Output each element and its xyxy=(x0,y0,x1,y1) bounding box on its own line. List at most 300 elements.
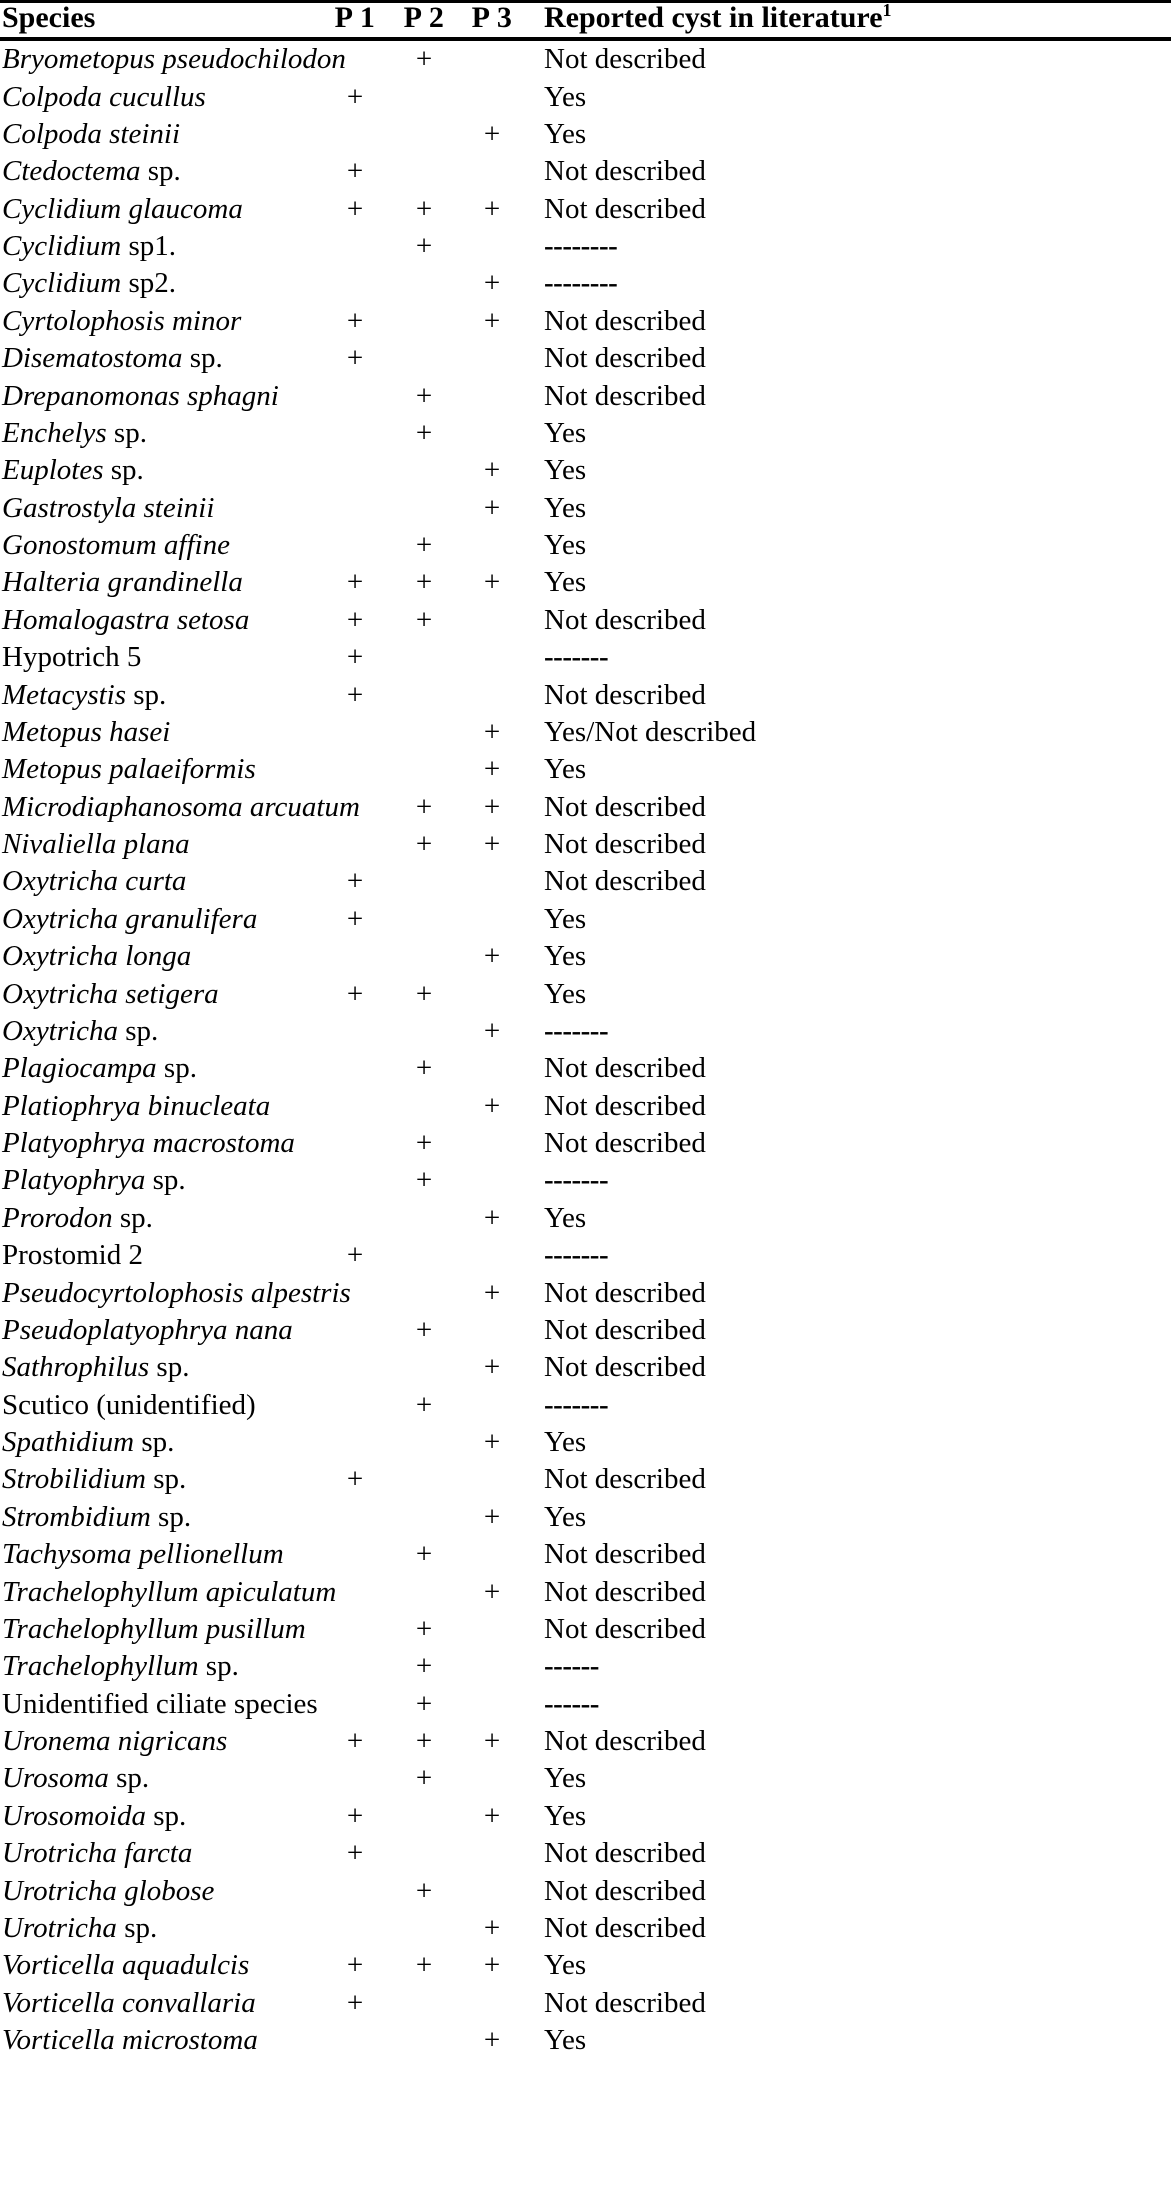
table-row xyxy=(0,1424,1171,1461)
species-name-cell xyxy=(0,1050,320,1087)
presence-mark-p2 xyxy=(390,1200,458,1237)
presence-mark-p2 xyxy=(390,1349,458,1386)
presence-mark-p2: + xyxy=(390,564,458,601)
literature-value: Not described xyxy=(544,379,706,412)
species-name-cell xyxy=(0,1947,320,1984)
literature-cell xyxy=(526,714,1171,751)
presence-mark-p1 xyxy=(320,1872,390,1909)
species-name-cell xyxy=(0,1611,320,1648)
literature-cell xyxy=(526,1162,1171,1199)
presence-mark-p3: + xyxy=(458,1947,526,1984)
species-name-italic: Nivaliella plana xyxy=(2,828,190,861)
presence-mark-p3 xyxy=(458,975,526,1012)
presence-mark-p2: + xyxy=(390,1723,458,1760)
species-name-italic: Colpoda cucullus xyxy=(2,80,206,113)
species-name-italic: Metopus hasei xyxy=(2,715,171,748)
presence-mark-p3 xyxy=(458,1387,526,1424)
presence-mark-p1 xyxy=(320,826,390,863)
table-header xyxy=(0,2,1171,40)
species-name-cell xyxy=(0,377,320,414)
presence-mark-p2 xyxy=(390,1088,458,1125)
species-name-italic: Cyclidium xyxy=(2,230,122,263)
species-name-cell xyxy=(0,78,320,115)
literature-cell xyxy=(526,1312,1171,1349)
species-name-roman: sp. xyxy=(182,342,223,375)
species-name-cell xyxy=(0,1573,337,1610)
species-name-italic: Platyophrya xyxy=(2,1164,146,1197)
table-row xyxy=(0,265,1171,302)
literature-value: Not described xyxy=(544,1986,706,2019)
species-name-italic: Ctedoctema xyxy=(2,155,141,188)
column-header-p2: P 2 xyxy=(390,2,458,40)
presence-mark-p1: + xyxy=(320,1237,390,1274)
literature-cell xyxy=(526,1686,1171,1723)
presence-mark-p1: + xyxy=(320,975,390,1012)
literature-value: Yes xyxy=(544,416,587,449)
presence-mark-p3 xyxy=(458,228,526,265)
table-row xyxy=(0,1611,1171,1648)
presence-mark-p2 xyxy=(390,901,458,938)
species-name-italic: Platyophrya macrostoma xyxy=(2,1127,295,1160)
presence-mark-p3 xyxy=(458,340,526,377)
literature-cell xyxy=(526,1050,1171,1087)
presence-mark-p3: + xyxy=(458,191,526,228)
presence-mark-p2 xyxy=(390,265,458,302)
presence-mark-p3 xyxy=(458,1985,526,2022)
literature-cell xyxy=(526,265,1171,302)
presence-mark-p3: + xyxy=(458,303,526,340)
presence-mark-p3 xyxy=(458,78,526,115)
species-name-italic: Vorticella microstoma xyxy=(2,2024,258,2057)
presence-mark-p1 xyxy=(320,1910,390,1947)
table-row xyxy=(0,1985,1171,2022)
species-name-italic: Oxytricha xyxy=(2,1014,118,1047)
table-row xyxy=(0,1573,1171,1610)
literature-cell xyxy=(526,116,1171,153)
literature-cell xyxy=(526,1237,1171,1274)
table-row xyxy=(0,751,1171,788)
species-name-italic: Metopus palaeiformis xyxy=(2,753,256,786)
species-name-italic: Euplotes xyxy=(2,454,104,487)
presence-mark-p1: + xyxy=(320,901,390,938)
literature-value: -------- xyxy=(544,267,618,300)
species-name-roman: sp. xyxy=(106,416,147,449)
table-row xyxy=(0,1499,1171,1536)
presence-mark-p3: + xyxy=(458,116,526,153)
species-name-italic: Pseudoplatyophrya nana xyxy=(2,1313,293,1346)
literature-cell xyxy=(526,490,1171,527)
presence-mark-p2: + xyxy=(390,1162,458,1199)
presence-mark-p2: + xyxy=(390,1387,458,1424)
presence-mark-p1 xyxy=(320,527,390,564)
table-row xyxy=(0,1947,1171,1984)
literature-value: Yes xyxy=(544,1426,587,1459)
literature-cell xyxy=(526,1573,1171,1610)
presence-mark-p2 xyxy=(390,676,458,713)
literature-cell xyxy=(526,303,1171,340)
literature-cell xyxy=(526,1947,1171,1984)
table-row xyxy=(0,303,1171,340)
literature-value: Not described xyxy=(544,865,706,898)
presence-mark-p2 xyxy=(390,863,458,900)
species-name-italic: Cyclidium xyxy=(2,267,122,300)
table-body xyxy=(0,39,1171,2059)
species-name-italic: Bryometopus pseudochilodon xyxy=(2,43,346,76)
presence-mark-p2 xyxy=(390,490,458,527)
species-name-roman: sp. xyxy=(134,1426,175,1459)
table-row xyxy=(0,1686,1171,1723)
species-name-cell xyxy=(0,303,320,340)
table-row xyxy=(0,153,1171,190)
presence-mark-p1 xyxy=(320,1312,390,1349)
presence-mark-p3 xyxy=(458,415,526,452)
species-name-roman: sp2. xyxy=(121,267,176,300)
species-name-cell xyxy=(0,826,320,863)
column-header-literature xyxy=(526,2,1171,40)
literature-cell xyxy=(526,1088,1171,1125)
presence-mark-p3 xyxy=(458,1536,526,1573)
species-name-roman: sp. xyxy=(108,1762,150,1795)
species-name-cell xyxy=(0,265,320,302)
presence-mark-p3 xyxy=(458,527,526,564)
presence-mark-p3 xyxy=(458,676,526,713)
table-row xyxy=(0,116,1171,153)
presence-mark-p2 xyxy=(390,153,458,190)
presence-mark-p3: + xyxy=(458,1910,526,1947)
presence-mark-p1 xyxy=(320,1349,390,1386)
species-name-roman: sp. xyxy=(145,1463,187,1496)
literature-cell xyxy=(526,340,1171,377)
presence-mark-p2 xyxy=(390,751,458,788)
literature-cell xyxy=(526,1499,1171,1536)
table-row xyxy=(0,1274,1171,1311)
species-name-italic: Oxytricha curta xyxy=(2,865,187,898)
header-row xyxy=(0,2,1171,40)
species-name-roman: Hypotrich 5 xyxy=(2,641,142,674)
presence-mark-p3: + xyxy=(458,789,526,826)
table-row xyxy=(0,452,1171,489)
species-name-italic: Strobilidium xyxy=(2,1463,146,1496)
literature-value: Not described xyxy=(544,603,706,636)
presence-mark-p3 xyxy=(458,1312,526,1349)
presence-mark-p3 xyxy=(458,901,526,938)
presence-mark-p2 xyxy=(390,2022,458,2059)
species-name-italic: Urosomoida xyxy=(2,1799,146,1832)
species-name-italic: Urotricha farcta xyxy=(2,1837,193,1870)
presence-mark-p2 xyxy=(390,1274,458,1311)
presence-mark-p3 xyxy=(458,1125,526,1162)
table-row xyxy=(0,1760,1171,1797)
table-row xyxy=(0,1461,1171,1498)
presence-mark-p2: + xyxy=(390,1872,458,1909)
literature-cell xyxy=(526,602,1171,639)
table-row xyxy=(0,1872,1171,1909)
presence-mark-p2: + xyxy=(390,1760,458,1797)
presence-mark-p2: + xyxy=(390,228,458,265)
literature-value: ------ xyxy=(544,1687,599,1720)
literature-cell xyxy=(526,564,1171,601)
presence-mark-p3 xyxy=(458,1760,526,1797)
species-name-roman: sp. xyxy=(149,1351,190,1384)
presence-mark-p2 xyxy=(390,1237,458,1274)
species-name-roman: sp. xyxy=(198,1650,239,1683)
literature-value: Yes xyxy=(544,566,587,599)
presence-mark-p3 xyxy=(458,1648,526,1685)
species-name-italic: Strombidium xyxy=(2,1500,151,1533)
table-row xyxy=(0,975,1171,1012)
literature-value: Not described xyxy=(544,1911,706,1944)
literature-cell xyxy=(526,789,1171,826)
table-row xyxy=(0,527,1171,564)
species-name-cell xyxy=(0,975,320,1012)
species-name-cell xyxy=(0,789,360,826)
species-name-italic: Tachysoma pellionellum xyxy=(2,1538,284,1571)
presence-mark-p3 xyxy=(458,377,526,414)
literature-cell xyxy=(526,1648,1171,1685)
species-name-italic: Cyrtolophosis minor xyxy=(2,304,242,337)
table-row xyxy=(0,191,1171,228)
literature-value: Not described xyxy=(544,155,706,188)
presence-mark-p2: + xyxy=(390,1686,458,1723)
column-header-literature-text: Reported cyst in literature xyxy=(544,1,883,34)
table-row xyxy=(0,340,1171,377)
species-name-cell xyxy=(0,901,320,938)
species-name-cell xyxy=(0,1760,320,1797)
table-row xyxy=(0,1723,1171,1760)
species-name-cell xyxy=(0,228,320,265)
literature-cell xyxy=(526,153,1171,190)
species-name-italic: Enchelys xyxy=(2,416,107,449)
table-row xyxy=(0,1835,1171,1872)
presence-mark-p2: + xyxy=(390,1611,458,1648)
literature-value: Not described xyxy=(544,828,706,861)
presence-mark-p3 xyxy=(458,863,526,900)
presence-mark-p2 xyxy=(390,1499,458,1536)
presence-mark-p1: + xyxy=(320,303,390,340)
literature-value: Yes/Not described xyxy=(544,715,757,748)
species-name-cell xyxy=(0,1835,320,1872)
literature-value: Yes xyxy=(544,1201,587,1234)
species-name-cell xyxy=(0,452,320,489)
species-name-cell xyxy=(0,676,320,713)
table-row xyxy=(0,1013,1171,1050)
presence-mark-p1 xyxy=(320,1200,390,1237)
presence-mark-p1 xyxy=(320,1536,390,1573)
literature-value: Not described xyxy=(544,1874,706,1907)
presence-mark-p1 xyxy=(320,2022,390,2059)
presence-mark-p1 xyxy=(320,1424,390,1461)
table-row xyxy=(0,1798,1171,1835)
literature-value: Not described xyxy=(544,192,706,225)
presence-mark-p3: + xyxy=(458,1349,526,1386)
species-name-cell xyxy=(0,2022,320,2059)
literature-cell xyxy=(526,1349,1171,1386)
presence-mark-p2 xyxy=(390,938,458,975)
presence-mark-p2: + xyxy=(390,191,458,228)
table-row xyxy=(0,901,1171,938)
presence-mark-p3: + xyxy=(458,1798,526,1835)
presence-mark-p2: + xyxy=(390,1312,458,1349)
literature-cell xyxy=(526,676,1171,713)
literature-cell xyxy=(526,39,1171,78)
presence-mark-p1 xyxy=(320,1088,390,1125)
literature-value: Not described xyxy=(544,1052,706,1085)
species-name-roman: sp. xyxy=(126,678,167,711)
presence-mark-p1 xyxy=(320,1760,390,1797)
presence-mark-p1: + xyxy=(320,340,390,377)
species-name-cell xyxy=(0,938,320,975)
literature-value: Yes xyxy=(544,529,587,562)
species-name-italic: Colpoda steinii xyxy=(2,117,181,150)
species-name-italic: Urosoma xyxy=(2,1762,109,1795)
presence-mark-p1 xyxy=(320,938,390,975)
table-row xyxy=(0,1237,1171,1274)
table-row xyxy=(0,714,1171,751)
presence-mark-p2 xyxy=(390,78,458,115)
literature-value: Yes xyxy=(544,1762,587,1795)
species-name-cell xyxy=(0,490,320,527)
presence-mark-p1 xyxy=(320,1499,390,1536)
species-name-cell xyxy=(0,1088,320,1125)
presence-mark-p2: + xyxy=(390,602,458,639)
presence-mark-p3: + xyxy=(458,2022,526,2059)
presence-mark-p3: + xyxy=(458,1424,526,1461)
presence-mark-p2 xyxy=(390,452,458,489)
literature-value: Not described xyxy=(544,678,706,711)
table-row xyxy=(0,1125,1171,1162)
presence-mark-p1: + xyxy=(320,1835,390,1872)
literature-cell xyxy=(526,2022,1171,2059)
presence-mark-p3 xyxy=(458,1237,526,1274)
presence-mark-p1 xyxy=(320,751,390,788)
literature-cell xyxy=(526,1985,1171,2022)
presence-mark-p1 xyxy=(320,1013,390,1050)
presence-mark-p1: + xyxy=(320,1723,390,1760)
species-name-cell xyxy=(0,863,320,900)
presence-mark-p2: + xyxy=(390,1050,458,1087)
presence-mark-p1 xyxy=(320,1648,390,1685)
literature-cell xyxy=(526,228,1171,265)
table-row xyxy=(0,1349,1171,1386)
presence-mark-p2 xyxy=(390,1461,458,1498)
table-row xyxy=(0,602,1171,639)
presence-mark-p2 xyxy=(390,340,458,377)
presence-mark-p1 xyxy=(320,1125,390,1162)
literature-value: ------- xyxy=(544,1014,609,1047)
presence-mark-p1: + xyxy=(320,1798,390,1835)
presence-mark-p3: + xyxy=(458,265,526,302)
species-name-italic: Oxytricha setigera xyxy=(2,977,219,1010)
presence-mark-p1 xyxy=(320,714,390,751)
presence-mark-p3: + xyxy=(458,751,526,788)
literature-cell xyxy=(526,1013,1171,1050)
literature-cell xyxy=(526,1536,1171,1573)
literature-value: Not described xyxy=(544,1837,706,1870)
table-row xyxy=(0,78,1171,115)
presence-mark-p2 xyxy=(390,639,458,676)
species-name-italic: Oxytricha granulifera xyxy=(2,902,258,935)
literature-cell xyxy=(526,975,1171,1012)
literature-cell xyxy=(526,1872,1171,1909)
literature-value: Yes xyxy=(544,2024,587,2057)
literature-value: Not described xyxy=(544,342,706,375)
presence-mark-p3 xyxy=(458,39,526,78)
species-name-cell xyxy=(0,1798,320,1835)
table-row xyxy=(0,1162,1171,1199)
table-row xyxy=(0,639,1171,676)
species-name-cell xyxy=(0,1536,320,1573)
presence-mark-p1: + xyxy=(320,153,390,190)
presence-mark-p1: + xyxy=(320,564,390,601)
literature-value: Not described xyxy=(544,1463,706,1496)
species-name-cell xyxy=(0,1013,320,1050)
literature-value: Yes xyxy=(544,977,587,1010)
species-name-italic: Sathrophilus xyxy=(2,1351,150,1384)
presence-mark-p1: + xyxy=(320,1461,390,1498)
table-row xyxy=(0,490,1171,527)
literature-value: ------- xyxy=(544,1239,609,1272)
species-name-cell xyxy=(0,1125,320,1162)
presence-mark-p3: + xyxy=(458,1723,526,1760)
presence-mark-p1 xyxy=(320,116,390,153)
species-name-roman: Prostomid 2 xyxy=(2,1239,143,1272)
table-row xyxy=(0,938,1171,975)
table-row xyxy=(0,1312,1171,1349)
species-name-roman: sp. xyxy=(103,454,144,487)
species-name-roman: sp. xyxy=(145,1799,187,1832)
literature-cell xyxy=(526,1461,1171,1498)
species-name-italic: Microdiaphanosoma arcuatum xyxy=(2,790,360,823)
species-name-roman: sp. xyxy=(150,1500,192,1533)
literature-cell xyxy=(526,751,1171,788)
table-row xyxy=(0,789,1171,826)
species-name-roman: sp. xyxy=(140,155,181,188)
column-header-species: Species xyxy=(0,2,320,40)
literature-cell xyxy=(526,901,1171,938)
presence-mark-p2: + xyxy=(390,975,458,1012)
presence-mark-p3 xyxy=(458,1050,526,1087)
presence-mark-p1 xyxy=(320,1611,390,1648)
table-row xyxy=(0,2022,1171,2059)
literature-value: ------- xyxy=(544,641,609,674)
species-name-roman: Scutico (unidentified) xyxy=(2,1388,256,1421)
species-name-italic: Prorodon xyxy=(2,1201,113,1234)
table-row xyxy=(0,1050,1171,1087)
literature-value: Not described xyxy=(544,1351,706,1384)
presence-mark-p2: + xyxy=(390,39,458,78)
species-name-italic: Vorticella aquadulcis xyxy=(2,1949,250,1982)
presence-mark-p3 xyxy=(458,639,526,676)
presence-mark-p3: + xyxy=(458,1088,526,1125)
species-name-cell xyxy=(0,1312,320,1349)
presence-mark-p2: + xyxy=(390,415,458,452)
presence-mark-p3: + xyxy=(458,490,526,527)
literature-value: Not described xyxy=(544,1538,706,1571)
literature-cell xyxy=(526,78,1171,115)
presence-mark-p3: + xyxy=(458,452,526,489)
presence-mark-p2: + xyxy=(390,1536,458,1573)
presence-mark-p2 xyxy=(390,1424,458,1461)
table-row xyxy=(0,39,1171,78)
species-name-cell xyxy=(0,564,320,601)
species-name-italic: Urotricha xyxy=(2,1911,117,1944)
species-name-italic: Spathidium xyxy=(2,1426,135,1459)
species-name-cell xyxy=(0,527,320,564)
species-name-cell xyxy=(0,1461,320,1498)
table-row xyxy=(0,1910,1171,1947)
species-name-italic: Drepanomonas sphagni xyxy=(2,379,279,412)
presence-mark-p2 xyxy=(390,714,458,751)
